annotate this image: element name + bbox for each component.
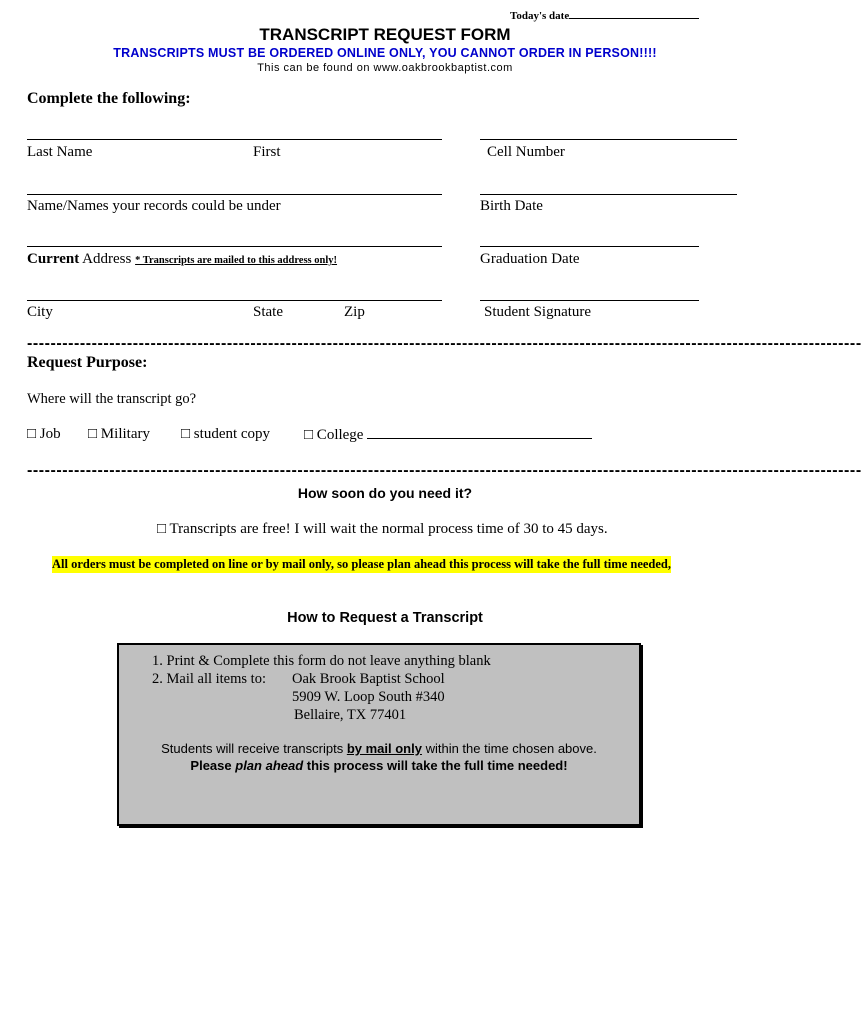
request-purpose-heading: Request Purpose: xyxy=(27,354,148,371)
last-name-label: Last Name xyxy=(27,144,93,160)
college-checkbox[interactable]: □ College xyxy=(304,427,364,443)
address-word: Address xyxy=(82,251,132,267)
form-heading: Complete the following: xyxy=(27,90,191,107)
address-label xyxy=(27,251,337,268)
todays-date-input[interactable] xyxy=(569,9,699,19)
plan-post: this process will take the full time needed! xyxy=(303,758,568,773)
college-name-line[interactable] xyxy=(367,426,592,439)
first-name-label: First xyxy=(253,144,281,160)
birth-date-label: Birth Date xyxy=(480,198,543,214)
address-line[interactable] xyxy=(27,246,442,247)
plan-pre: Please xyxy=(190,758,236,773)
notice-emphasis: by mail only xyxy=(346,741,422,756)
city-label: City xyxy=(27,304,53,320)
birth-date-line[interactable] xyxy=(480,194,737,195)
mail-only-notice xyxy=(119,741,639,756)
military-checkbox[interactable]: □ Military xyxy=(88,426,150,442)
records-names-label: Name/Names your records could be under xyxy=(27,198,281,214)
step-print-complete: 1. Print & Complete this form do not leave anything blank xyxy=(152,653,491,669)
how-to-request-heading: How to Request a Transcript xyxy=(287,610,483,626)
cell-number-label: Cell Number xyxy=(487,144,565,160)
divider-dashes: ---------------------------------------------------------------------------------------------------------------------------------------------- xyxy=(27,462,862,479)
state-label: State xyxy=(253,304,283,320)
notice-post: within the time chosen above. xyxy=(421,741,597,756)
school-name: Oak Brook Baptist School xyxy=(292,671,445,687)
city-state-zip-line[interactable] xyxy=(27,300,442,301)
records-names-line[interactable] xyxy=(27,194,442,195)
plan-ahead-highlight: All orders must be completed on line or by mail only, so please plan ahead this process will take the full time needed, xyxy=(52,557,671,571)
last-first-name-line[interactable] xyxy=(27,139,442,140)
signature-line[interactable] xyxy=(480,300,699,301)
website-note: This can be found on www.oakbrookbaptist.com xyxy=(257,62,513,74)
address-note: * Transcripts are mailed to this address only! xyxy=(135,255,338,266)
step-mail-prefix: 2. Mail all items to: xyxy=(152,671,266,687)
how-soon-heading: How soon do you need it? xyxy=(297,485,473,501)
student-signature-label: Student Signature xyxy=(484,304,592,320)
zip-label: Zip xyxy=(344,304,365,320)
todays-date-label: Today's date xyxy=(510,10,570,22)
graduation-date-line[interactable] xyxy=(480,246,699,247)
notice-pre: Students will receive transcripts xyxy=(161,741,347,756)
online-only-warning: TRANSCRIPTS MUST BE ORDERED ONLINE ONLY, YOU CANNOT ORDER IN PERSON!!!! xyxy=(113,46,657,60)
page-title: TRANSCRIPT REQUEST FORM xyxy=(259,25,511,44)
graduation-date-label: Graduation Date xyxy=(480,251,580,267)
instructions-box xyxy=(117,643,641,826)
cell-number-line[interactable] xyxy=(480,139,737,140)
college-option xyxy=(304,426,592,444)
divider-dashes: ---------------------------------------------------------------------------------------------------------------------------------------------- xyxy=(27,335,862,352)
job-checkbox[interactable]: □ Job xyxy=(27,426,61,442)
current-label: Current xyxy=(27,251,80,267)
plan-emphasis: plan ahead xyxy=(235,758,304,773)
normal-process-checkbox[interactable]: □ Transcripts are free! I will wait the normal process time of 30 to 45 days. xyxy=(157,521,608,537)
school-address-line1: 5909 W. Loop South #340 xyxy=(292,689,445,705)
todays-date xyxy=(510,9,699,22)
transcript-destination-question: Where will the transcript go? xyxy=(27,391,197,407)
student-copy-checkbox[interactable]: □ student copy xyxy=(181,426,271,442)
plan-ahead-notice xyxy=(119,758,639,773)
school-address-line2: Bellaire, TX 77401 xyxy=(294,707,407,723)
